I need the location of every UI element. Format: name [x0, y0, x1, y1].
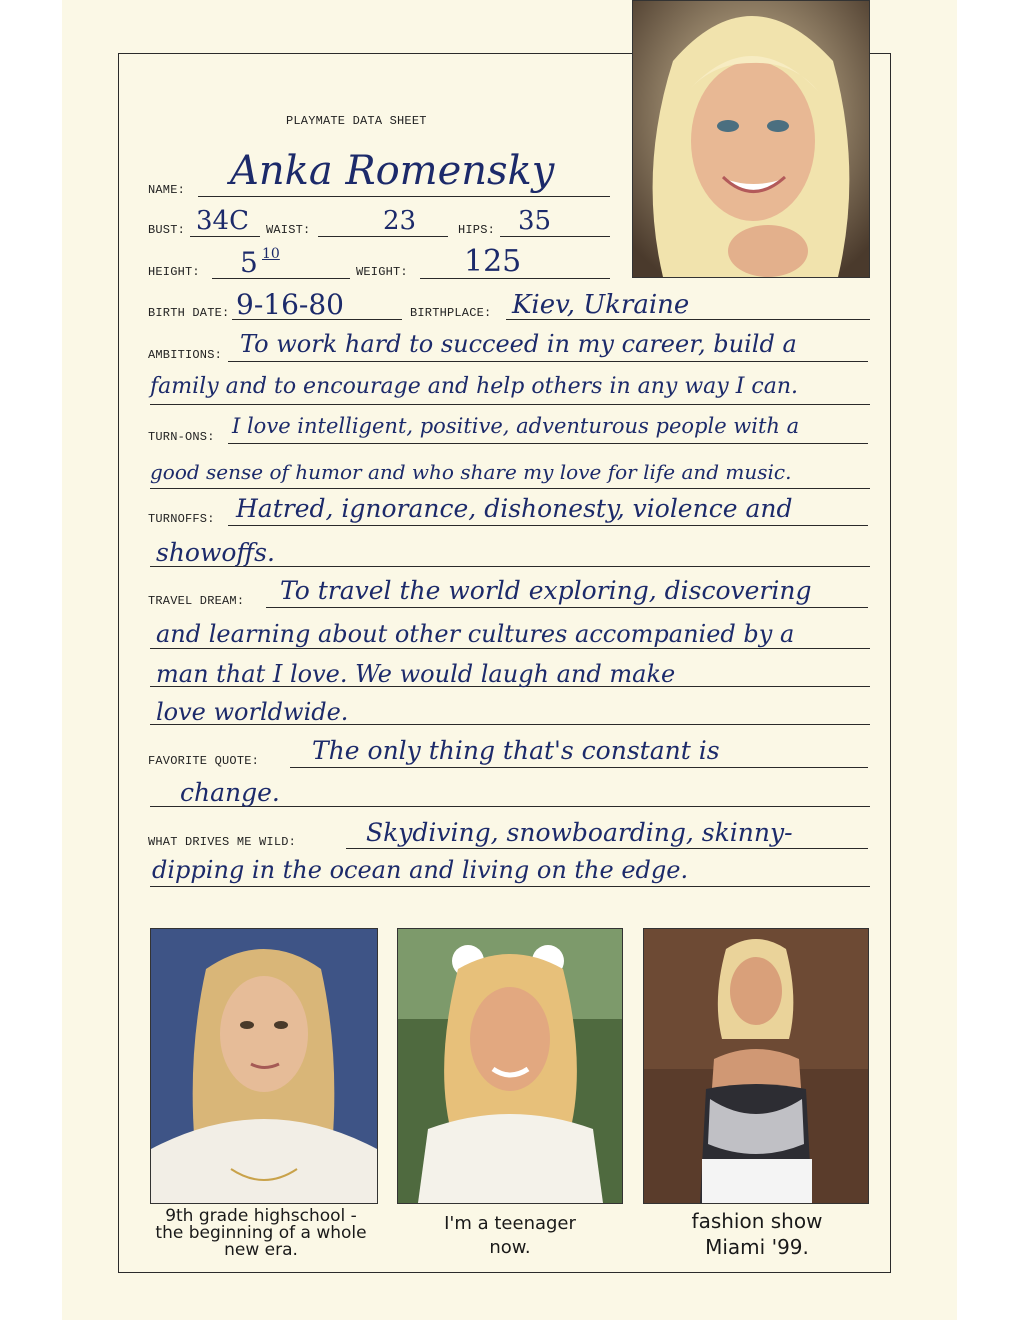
- caption-fashion-show-line-1: fashion show: [691, 1209, 823, 1233]
- weight-label: WEIGHT:: [356, 265, 408, 279]
- turn-ons-line-1-text: I love intelligent, positive, adventurous people with a: [232, 414, 800, 438]
- photo-teenager: [397, 928, 623, 1204]
- photo-9th-grade-image: [151, 929, 377, 1203]
- turn-ons-label: TURN-ONS:: [148, 430, 215, 444]
- ambitions-line-1-text: To work hard to succeed in my career, build a: [240, 330, 797, 358]
- travel-dream-line-1: [266, 607, 868, 608]
- what-drives-line-2: [150, 886, 870, 887]
- turnoffs-label: TURNOFFS:: [148, 512, 215, 526]
- height-feet-value: 5: [240, 246, 258, 279]
- birth-date-value: 9-16-80: [236, 288, 344, 321]
- ambitions-label: AMBITIONS:: [148, 348, 223, 362]
- ambitions-line-2: [150, 404, 870, 405]
- photo-fashion-show: [643, 928, 869, 1204]
- turnoffs-line-2-text: showoffs.: [156, 538, 275, 567]
- headshot-photo: [632, 0, 870, 278]
- caption-fashion-show: [640, 1208, 874, 1260]
- caption-9th-grade-line-1: 9th grade highschool -: [165, 1206, 357, 1226]
- waist-line: [318, 236, 448, 237]
- height-inches-value: 10: [262, 246, 280, 262]
- birthplace-label: BIRTHPLACE:: [410, 306, 492, 320]
- turnoffs-line-1: [228, 525, 868, 526]
- waist-value: 23: [383, 206, 417, 236]
- turn-ons-line-2-text: good sense of humor and who share my love for life and music.: [150, 460, 792, 484]
- favorite-quote-line-2-text: change.: [180, 778, 280, 807]
- travel-dream-line-2-text: and learning about other cultures accompanied by a: [156, 620, 795, 648]
- hips-label: HIPS:: [458, 223, 496, 237]
- caption-teenager-line-1: I'm a teenager: [444, 1213, 576, 1234]
- hips-value: 35: [518, 206, 552, 236]
- waist-label: WAIST:: [266, 223, 311, 237]
- birthplace-value: Kiev, Ukraine: [512, 290, 690, 320]
- birth-date-label: BIRTH DATE:: [148, 306, 230, 320]
- weight-value: 125: [464, 244, 522, 279]
- photo-teenager-image: [398, 929, 622, 1203]
- favorite-quote-line-1-text: The only thing that's constant is: [312, 736, 720, 765]
- favorite-quote-label: FAVORITE QUOTE:: [148, 754, 260, 768]
- travel-dream-line-1-text: To travel the world exploring, discovering: [280, 576, 812, 605]
- height-label: HEIGHT:: [148, 265, 200, 279]
- what-drives-line-1-text: Skydiving, snowboarding, skinny-: [366, 818, 793, 847]
- caption-9th-grade: [126, 1208, 396, 1259]
- caption-9th-grade-line-2: the beginning of a whole: [155, 1223, 367, 1243]
- travel-dream-line-4-text: love worldwide.: [156, 698, 349, 726]
- travel-dream-label: TRAVEL DREAM:: [148, 594, 245, 608]
- ambitions-line-1: [228, 361, 868, 362]
- favorite-quote-line-1: [290, 767, 868, 768]
- turn-ons-line-1: [228, 443, 868, 444]
- turn-ons-line-2: [150, 488, 870, 489]
- height-line: [212, 278, 350, 279]
- caption-fashion-show-line-2: Miami '99.: [705, 1235, 809, 1259]
- turnoffs-line-1-text: Hatred, ignorance, dishonesty, violence and: [236, 494, 793, 523]
- ambitions-line-2-text: family and to encourage and help others in any way I can.: [150, 374, 799, 399]
- what-drives-line-1: [346, 848, 868, 849]
- bust-line: [190, 236, 260, 237]
- what-drives-line-2-text: dipping in the ocean and living on the edge.: [152, 856, 689, 884]
- travel-dream-line-2: [150, 648, 870, 649]
- travel-dream-line-3-text: man that I love. We would laugh and make: [156, 660, 676, 688]
- name-value: Anka Romensky: [230, 148, 555, 194]
- photo-9th-grade: [150, 928, 378, 1204]
- sheet-title: PLAYMATE DATA SHEET: [286, 114, 427, 128]
- photo-fashion-show-image: [644, 929, 868, 1203]
- bust-label: BUST:: [148, 223, 186, 237]
- name-label: NAME:: [148, 183, 186, 197]
- caption-9th-grade-line-3: new era.: [224, 1240, 298, 1260]
- name-line: [198, 196, 610, 197]
- bust-value: 34C: [196, 206, 249, 236]
- what-drives-label: WHAT DRIVES ME WILD:: [148, 835, 297, 849]
- headshot-image: [633, 1, 869, 277]
- caption-teenager: [395, 1212, 625, 1260]
- caption-teenager-line-2: now.: [489, 1237, 531, 1258]
- hips-line: [500, 236, 610, 237]
